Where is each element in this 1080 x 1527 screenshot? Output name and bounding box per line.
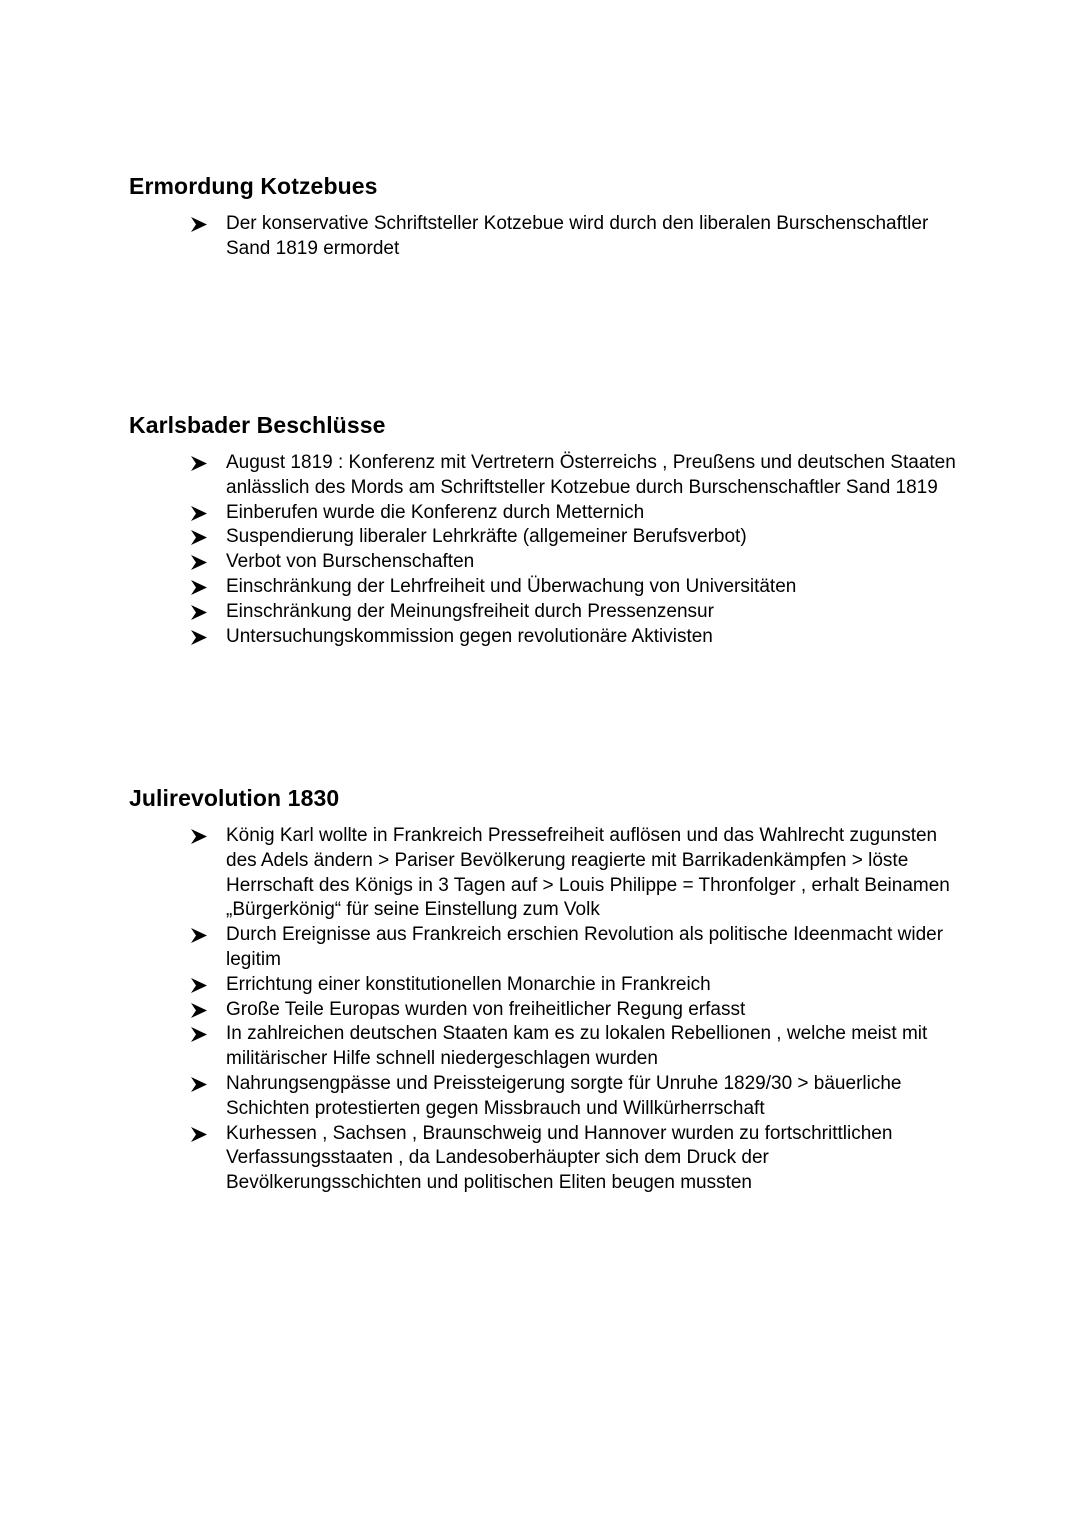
section-heading: Ermordung Kotzebues bbox=[129, 173, 378, 199]
bullet-list bbox=[129, 451, 969, 649]
list-item bbox=[226, 212, 969, 262]
list-item-text: Durch Ereignisse aus Frankreich erschien Revolution als politische Ideenmacht wider legitim bbox=[226, 924, 944, 970]
list-item-text: Einberufen wurde die Konferenz durch Metternich bbox=[226, 501, 645, 523]
list-item bbox=[226, 600, 969, 625]
list-item-text: Verbot von Burschenschaften bbox=[226, 551, 475, 573]
list-item bbox=[226, 1022, 969, 1072]
list-item-text: In zahlreichen deutschen Staaten kam es zu lokalen Rebellionen , welche meist mit militärischer Hilfe schnell niedergeschlagen wurden bbox=[226, 1023, 928, 1070]
list-item bbox=[226, 550, 969, 575]
arrowhead-bullet-icon bbox=[191, 506, 207, 521]
arrowhead-bullet-icon bbox=[191, 530, 207, 545]
list-item-text: August 1819 : Konferenz mit Vertretern Österreichs , Preußens und deutschen Staaten anlässlich des Mords am Schriftsteller Kotzebue durch Burschenschaftler Sand 1819 bbox=[226, 452, 956, 498]
list-item bbox=[226, 575, 969, 600]
arrowhead-bullet-icon bbox=[191, 1027, 207, 1042]
list-item bbox=[226, 998, 969, 1023]
section-karlsbader-beschluesse bbox=[129, 411, 969, 649]
section-heading: Karlsbader Beschlüsse bbox=[129, 412, 386, 438]
list-item-text: Einschränkung der Meinungsfreiheit durch Pressenzensur bbox=[226, 600, 714, 622]
list-item bbox=[226, 973, 969, 998]
section-julirevolution-1830 bbox=[129, 784, 969, 1196]
list-item-text: Kurhessen , Sachsen , Braunschweig und Hannover wurden zu fortschrittlichen Verfassungsstaaten , da Landesoberhäupter sich dem Druck der Bevölkerungsschichten und politischen Eliten beugen mussten bbox=[226, 1122, 893, 1194]
arrowhead-bullet-icon bbox=[191, 928, 207, 943]
list-item bbox=[226, 451, 969, 501]
arrowhead-bullet-icon bbox=[191, 217, 207, 232]
section-heading: Julirevolution 1830 bbox=[129, 785, 340, 811]
arrowhead-bullet-icon bbox=[191, 580, 207, 595]
list-item-text: Errichtung einer konstitutionellen Monarchie in Frankreich bbox=[226, 973, 711, 995]
arrowhead-bullet-icon bbox=[191, 605, 207, 620]
arrowhead-bullet-icon bbox=[191, 1127, 207, 1142]
arrowhead-bullet-icon bbox=[191, 978, 207, 993]
list-item-text: König Karl wollte in Frankreich Pressefreiheit auflösen und das Wahlrecht zugunsten des Adels ändern > Pariser Bevölkerung reagierte mit Barrikadenkämpfen > löste Herrschaft des Königs in 3 Tagen auf > Louis Philippe = Thronfolger , erhalt Beinamen „Bürgerkönig“ für seine Einstellung zum Volk bbox=[226, 825, 950, 921]
list-item bbox=[226, 501, 969, 526]
list-item-text: Einschränkung der Lehrfreiheit und Überwachung von Universitäten bbox=[226, 575, 797, 597]
list-item-text: Suspendierung liberaler Lehrkräfte (allgemeiner Berufsverbot) bbox=[226, 526, 747, 548]
list-item-text: Nahrungsengpässe und Preissteigerung sorgte für Unruhe 1829/30 > bäuerliche Schichten protestierten gegen Missbrauch und Willkürherrschaft bbox=[226, 1072, 902, 1119]
arrowhead-bullet-icon bbox=[191, 829, 207, 844]
bullet-list bbox=[129, 824, 969, 1196]
list-item-text: Große Teile Europas wurden von freiheitlicher Regung erfasst bbox=[226, 998, 746, 1020]
list-item bbox=[226, 1122, 969, 1196]
list-item bbox=[226, 923, 969, 973]
arrowhead-bullet-icon bbox=[191, 1003, 207, 1018]
bullet-list bbox=[129, 212, 969, 262]
list-item bbox=[226, 1072, 969, 1122]
list-item-text: Untersuchungskommission gegen revolutionäre Aktivisten bbox=[226, 625, 713, 647]
list-item bbox=[226, 525, 969, 550]
arrowhead-bullet-icon bbox=[191, 1077, 207, 1092]
list-item bbox=[226, 625, 969, 650]
arrowhead-bullet-icon bbox=[191, 555, 207, 570]
section-ermordung-kotzebues bbox=[129, 172, 969, 262]
arrowhead-bullet-icon bbox=[191, 630, 207, 645]
arrowhead-bullet-icon bbox=[191, 456, 207, 471]
list-item bbox=[226, 824, 969, 923]
list-item-text: Der konservative Schriftsteller Kotzebue wird durch den liberalen Burschenschaftler Sand 1819 ermordet bbox=[226, 213, 929, 259]
